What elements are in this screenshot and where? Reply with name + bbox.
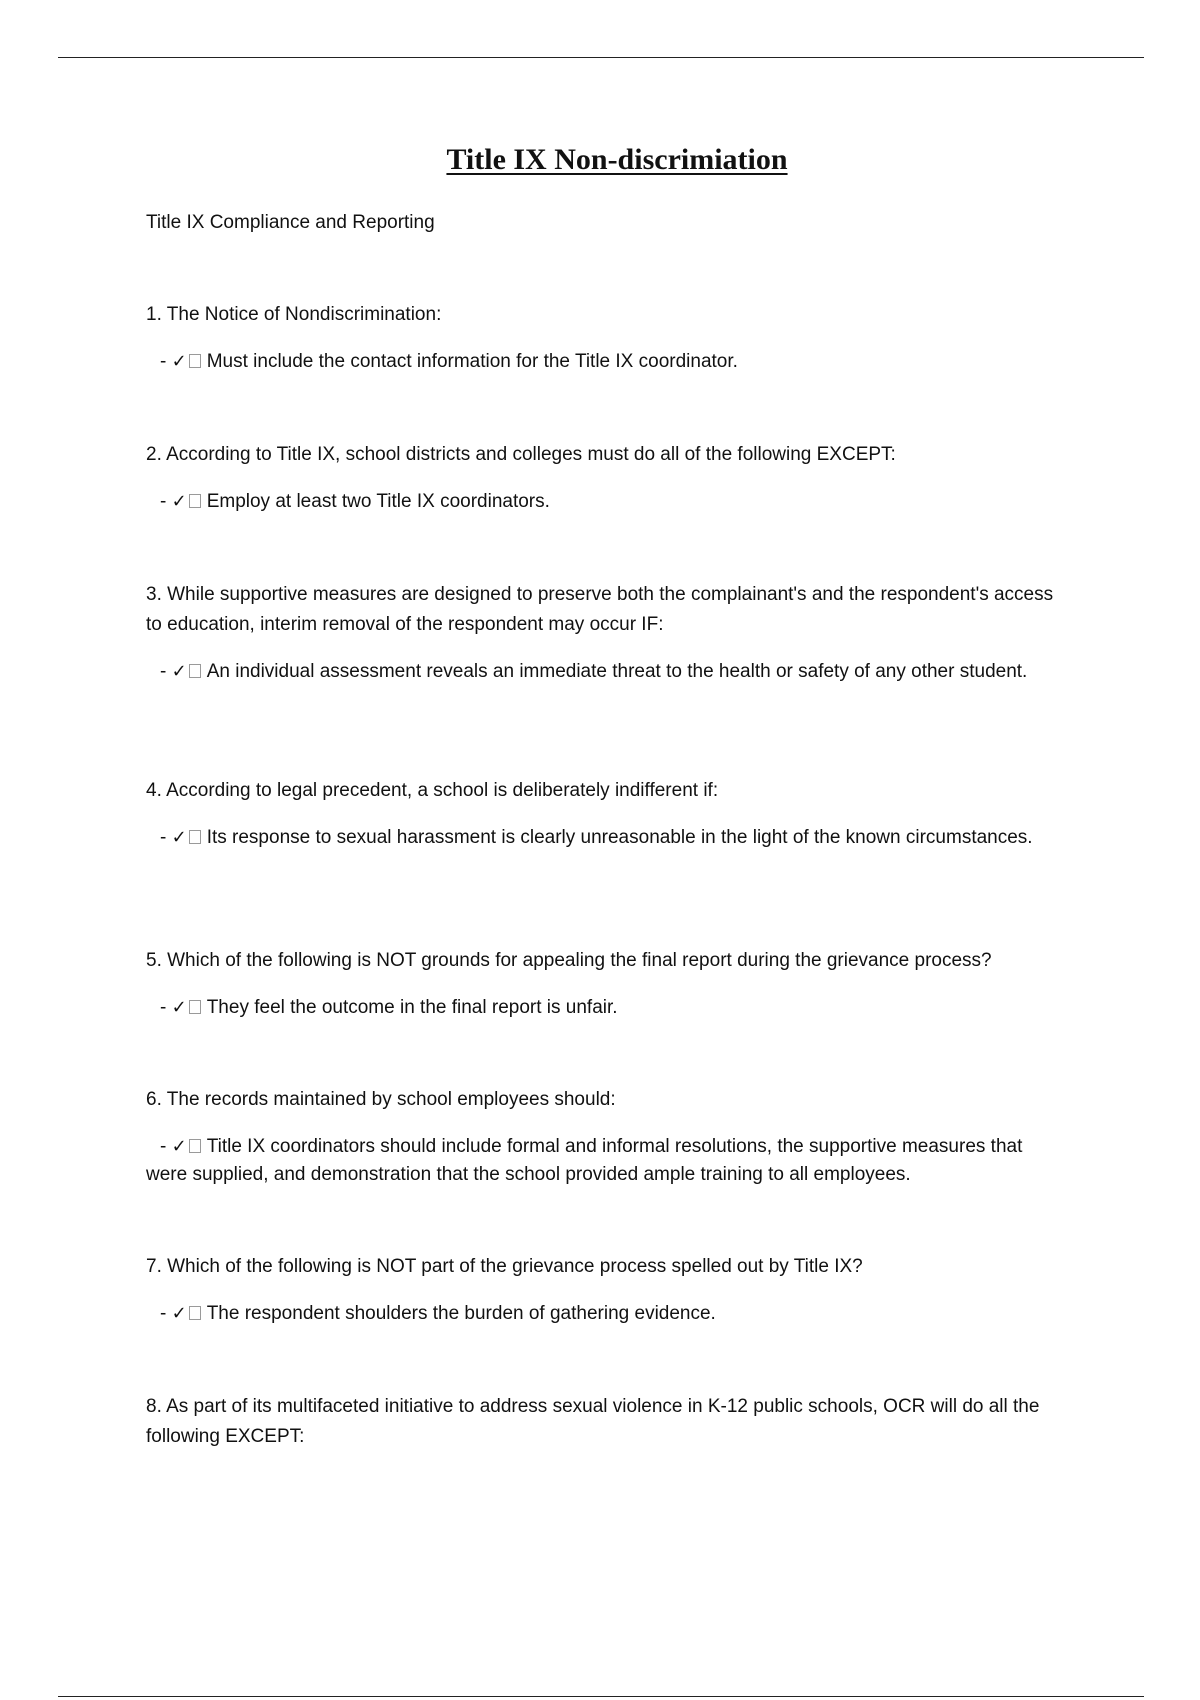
answer-prefix: -: [160, 1136, 172, 1157]
answer-text: [146, 1300, 1066, 1328]
checkbox-icon: [189, 1000, 201, 1014]
checkmark-icon: ✓: [171, 491, 187, 512]
answer-body: Must include the contact information for the Title IX coordinator.: [206, 351, 738, 372]
answer-prefix: -: [160, 661, 172, 682]
answer-body: Employ at least two Title IX coordinators.: [206, 491, 550, 512]
bottom-divider: [58, 1696, 1144, 1697]
answer-prefix: -: [160, 351, 172, 372]
answer-prefix: -: [160, 827, 172, 848]
document-subtitle: Title IX Compliance and Reporting: [146, 212, 435, 233]
checkmark-icon: ✓: [171, 1303, 187, 1324]
answer-text: [146, 488, 1066, 516]
answer-text: [146, 658, 1066, 686]
qa-item: [146, 946, 1066, 1022]
question-text: 4. According to legal precedent, a school is deliberately indifferent if:: [146, 780, 719, 801]
checkmark-icon: ✓: [171, 661, 187, 682]
top-divider: [58, 57, 1144, 58]
answer-text: [146, 994, 1066, 1022]
checkmark-icon: ✓: [171, 827, 187, 848]
question-text: 3. While supportive measures are designed to preserve both the complainant's and the respondent's access to education, interim removal of the respondent may occur IF:: [146, 584, 1054, 635]
question-text: 8. As part of its multifaceted initiative to address sexual violence in K-12 public schools, OCR will do all the following EXCEPT:: [146, 1396, 1040, 1447]
answer-text: [146, 348, 1066, 376]
answer-body: An individual assessment reveals an immediate threat to the health or safety of any other student.: [206, 661, 1028, 682]
question-text: 5. Which of the following is NOT grounds for appealing the final report during the grievance process?: [146, 950, 992, 971]
answer-text: [146, 1133, 1066, 1189]
answer-body: The respondent shoulders the burden of gathering evidence.: [206, 1303, 716, 1324]
answer-prefix: -: [160, 1303, 172, 1324]
answer-prefix: -: [160, 997, 172, 1018]
answer-text: [146, 824, 1066, 852]
qa-item: [146, 300, 1066, 376]
checkmark-icon: ✓: [171, 997, 187, 1018]
answer-body: They feel the outcome in the final report is unfair.: [206, 997, 618, 1018]
document-title: Title IX Non-discrimiation: [446, 143, 788, 176]
qa-item: [146, 1392, 1066, 1452]
checkmark-icon: ✓: [171, 1136, 187, 1157]
qa-item: [146, 1085, 1066, 1189]
checkbox-icon: [189, 1306, 201, 1320]
qa-item: [146, 1252, 1066, 1328]
checkmark-icon: ✓: [171, 351, 187, 372]
qa-item: [146, 580, 1066, 686]
answer-body: Title IX coordinators should include formal and informal resolutions, the supportive measures that were supplied, and demonstration that the school provided ample training to all employees.: [146, 1136, 1023, 1185]
answer-prefix: -: [160, 491, 172, 512]
checkbox-icon: [189, 354, 201, 368]
question-text: 1. The Notice of Nondiscrimination:: [146, 304, 442, 325]
checkbox-icon: [189, 494, 201, 508]
qa-item: [146, 776, 1066, 852]
question-text: 7. Which of the following is NOT part of the grievance process spelled out by Title IX?: [146, 1256, 863, 1277]
answer-body: Its response to sexual harassment is clearly unreasonable in the light of the known circumstances.: [206, 827, 1033, 848]
qa-item: [146, 440, 1066, 516]
checkbox-icon: [189, 664, 201, 678]
question-text: 2. According to Title IX, school districts and colleges must do all of the following EXCEPT:: [146, 444, 896, 465]
checkbox-icon: [189, 830, 201, 844]
question-text: 6. The records maintained by school employees should:: [146, 1089, 616, 1110]
checkbox-icon: [189, 1139, 201, 1153]
